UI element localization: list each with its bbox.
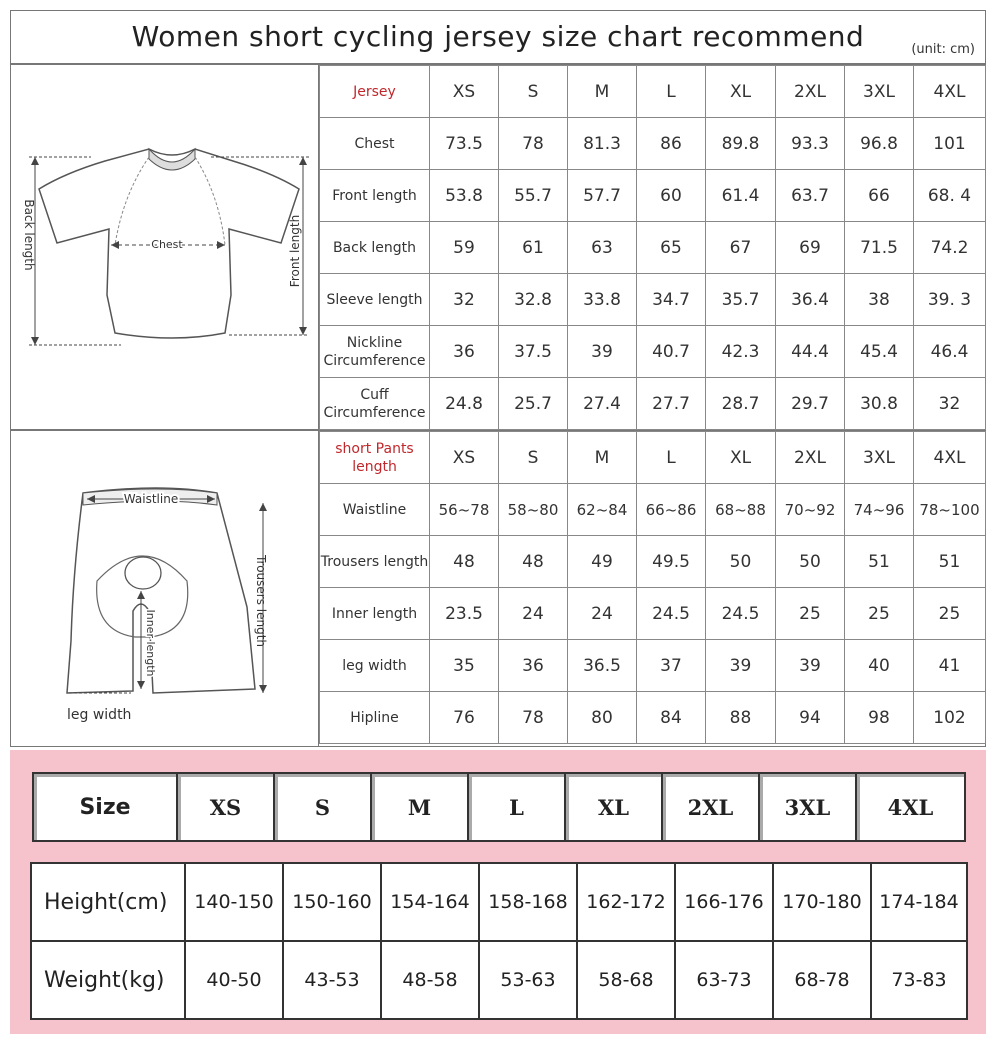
size-header-cell: M xyxy=(371,773,468,841)
table-cell: 35 xyxy=(430,640,499,692)
table-cell: 66~86 xyxy=(637,484,706,536)
table-cell: 101 xyxy=(914,118,986,170)
table-cell: 86 xyxy=(637,118,706,170)
table-cell: 65 xyxy=(637,222,706,274)
row-label: Weight(kg) xyxy=(31,941,185,1019)
table-cell: 154-164 xyxy=(381,863,479,941)
table-cell: 32.8 xyxy=(499,274,568,326)
table-cell: 81.3 xyxy=(568,118,637,170)
size-header-cell: 4XL xyxy=(914,66,986,118)
table-cell: 37.5 xyxy=(499,326,568,378)
table-cell: 53.8 xyxy=(430,170,499,222)
table-row xyxy=(320,640,986,692)
table-cell: 88 xyxy=(706,692,776,744)
table-row xyxy=(320,274,986,326)
size-header-table xyxy=(32,772,966,842)
table-row xyxy=(320,692,986,744)
size-header-cell: XL xyxy=(565,773,662,841)
table-cell: 40 xyxy=(845,640,914,692)
table-cell: 76 xyxy=(430,692,499,744)
table-cell: 33.8 xyxy=(568,274,637,326)
table-cell: 30.8 xyxy=(845,378,914,430)
table-cell: 51 xyxy=(914,536,986,588)
table-cell: 40-50 xyxy=(185,941,283,1019)
table-cell: 63-73 xyxy=(675,941,773,1019)
size-header-cell: XL xyxy=(706,66,776,118)
table-cell: 39. 3 xyxy=(914,274,986,326)
table-cell: 84 xyxy=(637,692,706,744)
table-cell: 32 xyxy=(914,378,986,430)
size-recommendation-panel xyxy=(10,750,986,1034)
table-cell: 44.4 xyxy=(776,326,845,378)
table-cell: 41 xyxy=(914,640,986,692)
row-label: Hipline xyxy=(320,692,430,744)
table-cell: 34.7 xyxy=(637,274,706,326)
size-header-cell: S xyxy=(499,432,568,484)
size-header-cell: L xyxy=(468,773,565,841)
table-cell: 50 xyxy=(776,536,845,588)
table-cell: 73.5 xyxy=(430,118,499,170)
table-cell: 39 xyxy=(706,640,776,692)
row-label: Back length xyxy=(320,222,430,274)
pants-header-row xyxy=(320,432,986,484)
table-cell: 150-160 xyxy=(283,863,381,941)
jersey-diagram xyxy=(11,65,319,431)
table-cell: 25 xyxy=(776,588,845,640)
table-cell: 27.4 xyxy=(568,378,637,430)
trousers-length-label: Trousers length xyxy=(254,554,268,648)
row-label: Chest xyxy=(320,118,430,170)
table-cell: 166-176 xyxy=(675,863,773,941)
table-cell: 24.5 xyxy=(706,588,776,640)
table-cell: 36.5 xyxy=(568,640,637,692)
table-cell: 59 xyxy=(430,222,499,274)
table-cell: 140-150 xyxy=(185,863,283,941)
table-cell: 71.5 xyxy=(845,222,914,274)
table-cell: 56~78 xyxy=(430,484,499,536)
table-cell: 55.7 xyxy=(499,170,568,222)
size-header-cell: XS xyxy=(430,432,499,484)
table-cell: 36 xyxy=(430,326,499,378)
table-cell: 62~84 xyxy=(568,484,637,536)
table-row xyxy=(320,118,986,170)
row-label: Inner length xyxy=(320,588,430,640)
table-cell: 69 xyxy=(776,222,845,274)
table-cell: 46.4 xyxy=(914,326,986,378)
table-cell: 42.3 xyxy=(706,326,776,378)
table-cell: 38 xyxy=(845,274,914,326)
table-cell: 73-83 xyxy=(871,941,967,1019)
table-row xyxy=(320,170,986,222)
table-cell: 68. 4 xyxy=(914,170,986,222)
jersey-back-label: Back length xyxy=(22,199,36,271)
table-cell: 96.8 xyxy=(845,118,914,170)
table-cell: 174-184 xyxy=(871,863,967,941)
row-label: Height(cm) xyxy=(31,863,185,941)
table-cell: 162-172 xyxy=(577,863,675,941)
size-header-cell: 4XL xyxy=(856,773,965,841)
size-header-cell: XS xyxy=(430,66,499,118)
table-cell: 158-168 xyxy=(479,863,577,941)
table-cell: 170-180 xyxy=(773,863,871,941)
jersey-figure xyxy=(11,65,319,429)
table-cell: 102 xyxy=(914,692,986,744)
jersey-chest-label: Chest xyxy=(151,238,183,251)
size-header-cell: 2XL xyxy=(662,773,759,841)
table-cell: 25.7 xyxy=(499,378,568,430)
title-box xyxy=(10,10,986,64)
table-cell: 61 xyxy=(499,222,568,274)
table-cell: 78 xyxy=(499,692,568,744)
table-cell: 57.7 xyxy=(568,170,637,222)
row-label: Trousers length xyxy=(320,536,430,588)
size-corner-label: Size xyxy=(33,773,177,841)
table-cell: 39 xyxy=(568,326,637,378)
table-cell: 63.7 xyxy=(776,170,845,222)
size-header-cell: L xyxy=(637,432,706,484)
table-cell: 78 xyxy=(499,118,568,170)
table-cell: 80 xyxy=(568,692,637,744)
pants-section xyxy=(10,430,986,747)
table-cell: 60 xyxy=(637,170,706,222)
table-cell: 68~88 xyxy=(706,484,776,536)
pants-corner-label: short Pants length xyxy=(320,432,430,484)
table-cell: 58-68 xyxy=(577,941,675,1019)
table-cell: 40.7 xyxy=(637,326,706,378)
size-header-cell: 2XL xyxy=(776,432,845,484)
size-header-cell: S xyxy=(499,66,568,118)
table-cell: 48-58 xyxy=(381,941,479,1019)
table-cell: 61.4 xyxy=(706,170,776,222)
table-cell: 70~92 xyxy=(776,484,845,536)
crotch-pad xyxy=(125,557,161,589)
table-cell: 98 xyxy=(845,692,914,744)
table-cell: 27.7 xyxy=(637,378,706,430)
table-cell: 89.8 xyxy=(706,118,776,170)
pants-diagram xyxy=(11,431,319,748)
size-header-cell: 3XL xyxy=(845,432,914,484)
size-header-cell: S xyxy=(274,773,371,841)
table-cell: 35.7 xyxy=(706,274,776,326)
table-cell: 23.5 xyxy=(430,588,499,640)
table-cell: 39 xyxy=(776,640,845,692)
table-cell: 29.7 xyxy=(776,378,845,430)
unit-label: (unit: cm) xyxy=(911,42,975,57)
table-row xyxy=(31,941,967,1019)
size-header-cell: M xyxy=(568,66,637,118)
table-cell: 50 xyxy=(706,536,776,588)
table-cell: 25 xyxy=(845,588,914,640)
table-cell: 74~96 xyxy=(845,484,914,536)
size-header-cell: 2XL xyxy=(776,66,845,118)
table-cell: 24.5 xyxy=(637,588,706,640)
table-cell: 94 xyxy=(776,692,845,744)
table-cell: 53-63 xyxy=(479,941,577,1019)
pants-size-table xyxy=(319,431,986,744)
table-cell: 25 xyxy=(914,588,986,640)
table-row xyxy=(31,863,967,941)
table-row xyxy=(320,588,986,640)
table-cell: 32 xyxy=(430,274,499,326)
table-row xyxy=(320,378,986,430)
table-cell: 43-53 xyxy=(283,941,381,1019)
pants-figure xyxy=(11,431,319,746)
table-cell: 37 xyxy=(637,640,706,692)
jersey-corner-label: Jersey xyxy=(320,66,430,118)
waistline-label: Waistline xyxy=(123,492,179,506)
table-cell: 28.7 xyxy=(706,378,776,430)
table-cell: 58~80 xyxy=(499,484,568,536)
size-header-cell: 3XL xyxy=(845,66,914,118)
table-cell: 36 xyxy=(499,640,568,692)
leg-width-label: leg width xyxy=(67,707,132,723)
jersey-size-table xyxy=(319,65,986,430)
jersey-front-label: Front length xyxy=(288,214,302,288)
size-header-cell: XL xyxy=(706,432,776,484)
table-row xyxy=(320,484,986,536)
table-cell: 48 xyxy=(430,536,499,588)
table-cell: 49 xyxy=(568,536,637,588)
table-row xyxy=(320,222,986,274)
table-cell: 24 xyxy=(499,588,568,640)
jersey-header-row xyxy=(320,66,986,118)
table-cell: 63 xyxy=(568,222,637,274)
table-cell: 68-78 xyxy=(773,941,871,1019)
row-label: Sleeve length xyxy=(320,274,430,326)
row-label: Front length xyxy=(320,170,430,222)
table-cell: 66 xyxy=(845,170,914,222)
row-label: Nickline Circumference xyxy=(320,326,430,378)
size-header-cell: 3XL xyxy=(759,773,856,841)
table-cell: 24 xyxy=(568,588,637,640)
row-label: leg width xyxy=(320,640,430,692)
page-title: Women short cycling jersey size chart recommend xyxy=(131,20,865,53)
size-header-cell: L xyxy=(637,66,706,118)
size-header-cell: 4XL xyxy=(914,432,986,484)
row-label: Cuff Circumference xyxy=(320,378,430,430)
table-cell: 45.4 xyxy=(845,326,914,378)
table-cell: 74.2 xyxy=(914,222,986,274)
size-header-cell: XS xyxy=(177,773,274,841)
table-cell: 78~100 xyxy=(914,484,986,536)
row-label: Waistline xyxy=(320,484,430,536)
jersey-section xyxy=(10,64,986,430)
table-cell: 67 xyxy=(706,222,776,274)
inner-length-label: Inner length xyxy=(144,609,157,677)
table-cell: 48 xyxy=(499,536,568,588)
table-cell: 49.5 xyxy=(637,536,706,588)
table-cell: 51 xyxy=(845,536,914,588)
table-row xyxy=(320,536,986,588)
table-row xyxy=(320,326,986,378)
table-cell: 36.4 xyxy=(776,274,845,326)
size-header-row xyxy=(33,773,965,841)
height-weight-table xyxy=(30,862,968,1020)
table-cell: 93.3 xyxy=(776,118,845,170)
table-cell: 24.8 xyxy=(430,378,499,430)
size-header-cell: M xyxy=(568,432,637,484)
shorts-outline xyxy=(67,488,255,693)
